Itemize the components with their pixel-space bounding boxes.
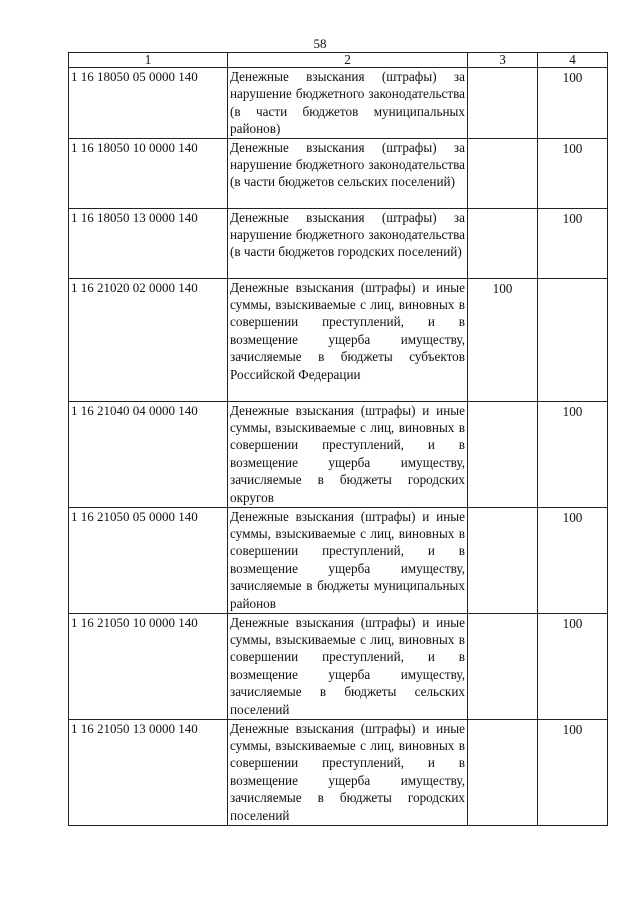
table-row [69, 208, 608, 278]
description-cell: Денежные взыскания (штрафы) за нарушение бюджетного законодательства (в части бюджетов сельских поселений) [228, 138, 468, 208]
description-cell: Денежные взыскания (штрафы) за нарушение бюджетного законодательства (в части бюджетов муниципальных районов) [228, 68, 468, 139]
table-row [69, 507, 608, 613]
description-cell: Денежные взыскания (штрафы) и иные суммы, взыскиваемые с лиц, виновных в совершении преступлений, и в возмещение ущерба имуществу, зачисляемые в бюджеты городских округов [228, 401, 468, 507]
column-header-2: 2 [228, 53, 468, 68]
col4-value-cell [538, 278, 608, 401]
col3-value-cell [468, 719, 538, 825]
page-number: 58 [313, 36, 327, 51]
table-row [69, 68, 608, 139]
col3-value-cell [468, 613, 538, 719]
col4-value-cell [538, 401, 608, 507]
col3-value-cell [468, 278, 538, 401]
budget-revenue-table [68, 52, 608, 826]
table-row [69, 613, 608, 719]
col4-value: 100 [562, 403, 583, 419]
col3-value-cell [468, 507, 538, 613]
col4-value: 100 [562, 509, 583, 525]
col3-value-cell [468, 68, 538, 139]
col4-value: 100 [562, 210, 583, 226]
budget-code-cell: 1 16 18050 13 0000 140 [69, 208, 228, 278]
description-cell: Денежные взыскания (штрафы) и иные суммы, взыскиваемые с лиц, виновных в совершении преступлений, и в возмещение ущерба имуществу, зачисляемые в бюджеты сельских поселений [228, 613, 468, 719]
table-row [69, 401, 608, 507]
budget-code-cell: 1 16 18050 05 0000 140 [69, 68, 228, 139]
col4-value: 100 [562, 70, 583, 85]
table-row [69, 719, 608, 825]
col3-value: 100 [492, 280, 513, 296]
column-header-4: 4 [538, 53, 608, 68]
col4-value-cell [538, 208, 608, 278]
budget-code-cell: 1 16 21040 04 0000 140 [69, 401, 228, 507]
col4-value-cell [538, 507, 608, 613]
budget-code-cell: 1 16 21050 13 0000 140 [69, 719, 228, 825]
col3-value-cell [468, 401, 538, 507]
col4-value-cell [538, 68, 608, 139]
budget-code-cell: 1 16 21050 10 0000 140 [69, 613, 228, 719]
budget-code-cell: 1 16 21020 02 0000 140 [69, 278, 228, 401]
col4-value: 100 [562, 721, 583, 737]
table-row [69, 138, 608, 208]
col3-value-cell [468, 208, 538, 278]
description-cell: Денежные взыскания (штрафы) и иные суммы, взыскиваемые с лиц, виновных в совершении преступлений, и в возмещение ущерба имуществу, зачисляемые в бюджеты муниципальных районов [228, 507, 468, 613]
col4-value-cell [538, 138, 608, 208]
table-header-row [69, 53, 608, 68]
col4-value: 100 [562, 615, 583, 631]
budget-code-cell: 1 16 18050 10 0000 140 [69, 138, 228, 208]
col3-value-cell [468, 138, 538, 208]
budget-code-cell: 1 16 21050 05 0000 140 [69, 507, 228, 613]
description-cell: Денежные взыскания (штрафы) за нарушение бюджетного законодательства (в части бюджетов городских поселений) [228, 208, 468, 278]
column-header-3: 3 [468, 53, 538, 68]
col4-value-cell [538, 613, 608, 719]
col4-value-cell [538, 719, 608, 825]
col4-value: 100 [562, 140, 583, 156]
table-row [69, 278, 608, 401]
description-cell: Денежные взыскания (штрафы) и иные суммы, взыскиваемые с лиц, виновных в совершении преступлений, и в возмещение ущерба имуществу, зачисляемые в бюджеты городских поселений [228, 719, 468, 825]
column-header-1: 1 [69, 53, 228, 68]
description-cell: Денежные взыскания (штрафы) и иные суммы, взыскиваемые с лиц, виновных в совершении преступлений, и в возмещение ущерба имуществу, зачисляемые в бюджеты субъектов Российской Федерации [228, 278, 468, 401]
